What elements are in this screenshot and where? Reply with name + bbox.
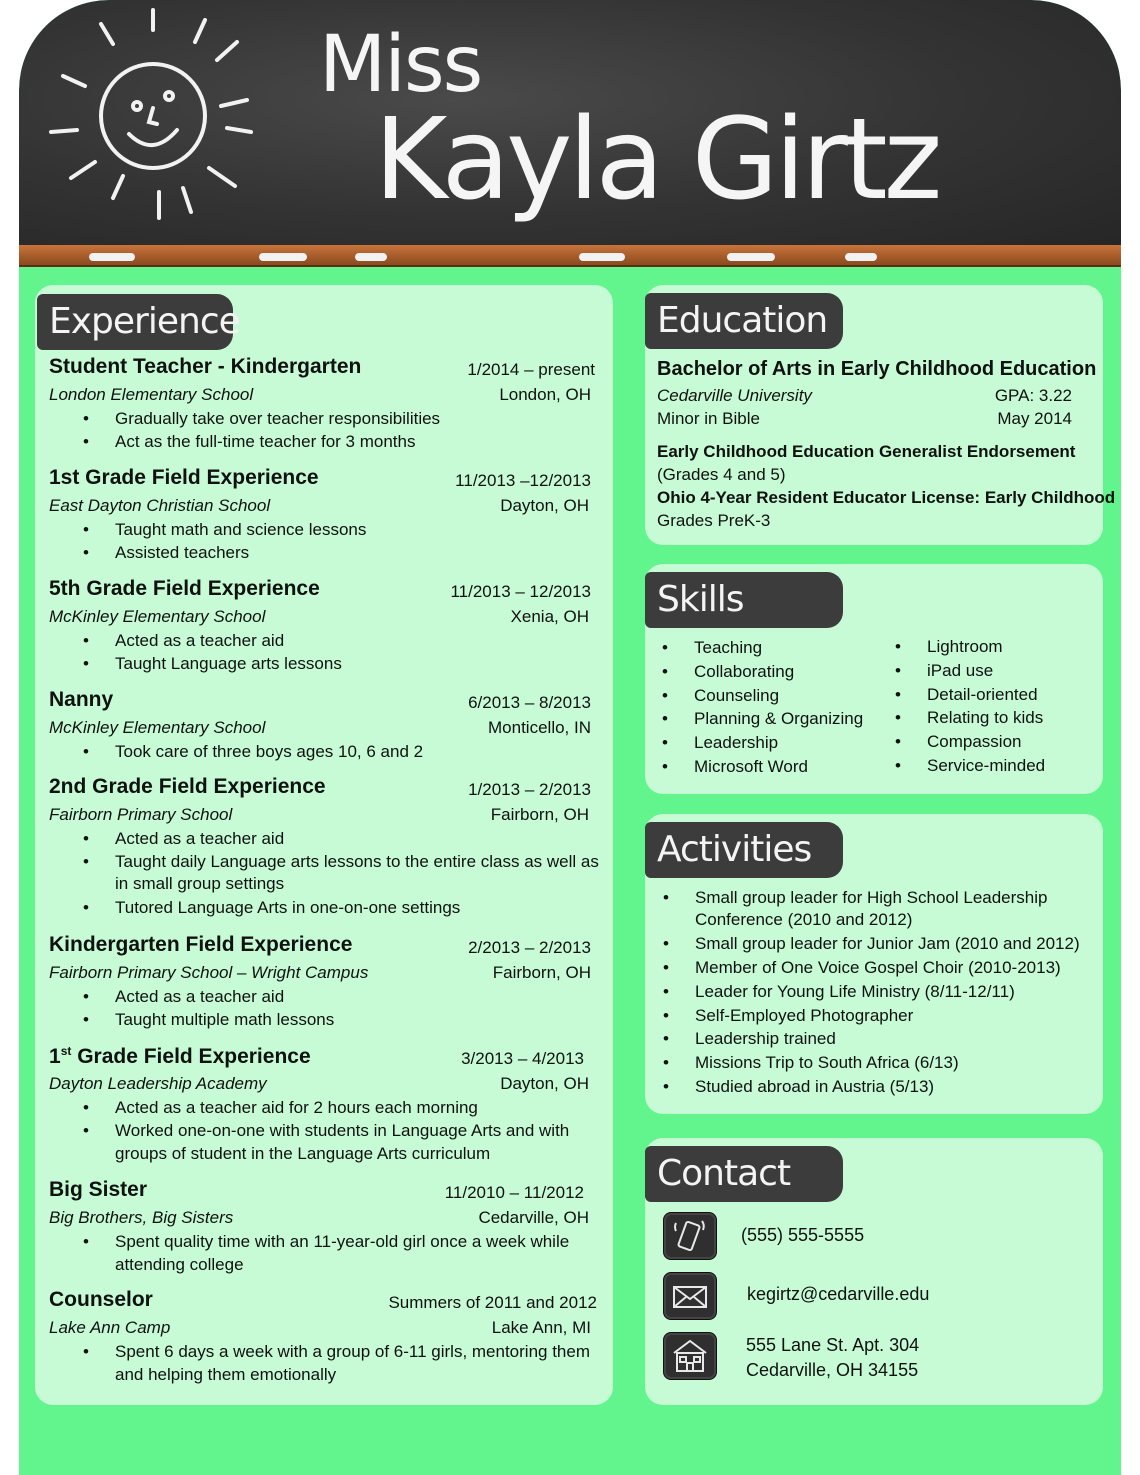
activity-item: Conference (2010 and 2012) [695,910,913,929]
job-bullet: • Gradually take over teacher responsibilities [115,409,440,429]
job-date: Summers of 2011 and 2012 [388,1293,597,1312]
job-bullet: • Taught math and science lessons [115,520,366,540]
edu-school: Cedarville University [657,386,812,405]
job-date: 1/2013 – 2/2013 [468,780,591,799]
job-date: 11/2013 – 12/2013 [450,582,591,601]
chalk-piece [355,253,387,261]
job-location: Dayton, OH [500,496,589,515]
chalk-piece [259,253,307,261]
skill-item: • Compassion [927,732,1022,752]
job-organization: Dayton Leadership Academy [49,1074,267,1093]
skill-item: • Microsoft Word [694,757,808,777]
job-location: Xenia, OH [510,607,589,626]
chalk-piece [845,253,877,261]
edu-license-grades: Grades PreK-3 [657,511,771,530]
activity-item: • Small group leader for Junior Jam (2010 and 2012) [695,934,1080,954]
job-title: Kindergarten Field Experience [49,933,353,956]
chalk-piece [727,253,775,261]
chalk-tray [19,245,1121,267]
job-organization: East Dayton Christian School [49,496,271,515]
job-bullet: • Act as the full-time teacher for 3 months [115,432,415,452]
edu-license: Ohio 4-Year Resident Educator License: Early Childhood [657,488,1116,507]
job-date: 6/2013 – 8/2013 [468,693,591,712]
job-bullet: attending college [115,1255,244,1274]
job-organization: London Elementary School [49,385,254,404]
skill-item: • Service-minded [927,756,1045,776]
job-date: 3/2013 – 4/2013 [461,1049,584,1068]
job-organization: Lake Ann Camp [49,1318,171,1337]
job-bullet: • Taught daily Language arts lessons to the entire class as well as [115,852,599,872]
activity-item: • Leader for Young Life Ministry (8/11-12/11) [695,982,1015,1002]
job-bullet: • Assisted teachers [115,543,249,563]
activity-item: • Studied abroad in Austria (5/13) [695,1077,934,1097]
job-date: 1/2014 – present [467,360,595,379]
job-location: Dayton, OH [500,1074,589,1093]
job-date: 2/2013 – 2/2013 [468,938,591,957]
activity-item: • Leadership trained [695,1029,836,1049]
skill-item: • Leadership [694,733,778,753]
activities-heading: Activities [645,822,843,878]
activity-item: • Small group leader for High School Leadership [695,888,1047,908]
skill-item: • Detail-oriented [927,685,1038,705]
contact-phone: (555) 555-5555 [741,1225,865,1245]
job-organization: McKinley Elementary School [49,607,266,626]
job-location: Lake Ann, MI [491,1318,591,1337]
job-bullet: and helping them emotionally [115,1365,337,1384]
house-icon [663,1332,717,1380]
contact-address-line2: Cedarville, OH 34155 [746,1360,919,1380]
job-bullet: • Acted as a teacher aid [115,631,284,651]
skill-item: • Lightroom [927,637,1003,657]
job-bullet: • Acted as a teacher aid [115,987,284,1007]
job-title: Student Teacher - Kindergarten [49,355,362,378]
job-title: 1st Grade Field Experience [49,1044,311,1068]
header-title-name: Kayla Girtz [374,95,939,225]
sun-drawing-icon [41,2,281,232]
job-title: Counselor [49,1288,153,1311]
job-location: Fairborn, OH [490,805,589,824]
job-bullet: • Acted as a teacher aid [115,829,284,849]
job-organization: Fairborn Primary School [49,805,233,824]
job-bullet: • Taught multiple math lessons [115,1010,334,1030]
job-bullet: • Took care of three boys ages 10, 6 and 2 [115,742,423,762]
job-organization: McKinley Elementary School [49,718,266,737]
job-title: 1st Grade Field Experience [49,466,319,489]
job-date: 11/2010 – 11/2012 [444,1183,584,1202]
job-title: Nanny [49,688,114,711]
job-title: 2nd Grade Field Experience [49,775,326,798]
job-bullet: • Worked one-on-one with students in Language Arts and with [115,1121,569,1141]
contact-email: kegirtz@cedarville.edu [747,1284,930,1304]
header-title-miss: Miss [319,20,482,110]
job-bullet: in small group settings [115,874,285,893]
job-organization: Big Brothers, Big Sisters [49,1208,234,1227]
job-location: Monticello, IN [488,718,591,737]
activity-item: • Missions Trip to South Africa (6/13) [695,1053,959,1073]
job-bullet: • Spent quality time with an 11-year-old girl once a week while [115,1232,569,1252]
edu-degree: Bachelor of Arts in Early Childhood Education [657,358,1097,380]
skill-item: • Counseling [694,686,779,706]
edu-grad-date: May 2014 [997,409,1072,428]
chalk-piece [579,253,625,261]
contact-address-line1: 555 Lane St. Apt. 304 [746,1335,920,1355]
envelope-icon [663,1272,717,1320]
job-bullet: • Tutored Language Arts in one-on-one settings [115,898,460,918]
job-bullet: • Taught Language arts lessons [115,654,342,674]
chalk-piece [89,253,135,261]
job-location: Cedarville, OH [478,1208,589,1227]
skill-item: • Relating to kids [927,708,1043,728]
job-bullet: • Spent 6 days a week with a group of 6-11 girls, mentoring them [115,1342,590,1362]
experience-heading: Experience [37,294,233,350]
job-title: 5th Grade Field Experience [49,577,320,600]
job-bullet: • Acted as a teacher aid for 2 hours each morning [115,1098,478,1118]
edu-endorsement-grades: (Grades 4 and 5) [657,465,786,484]
edu-gpa: GPA: 3.22 [994,386,1072,405]
resume-page [19,0,1121,1475]
activity-item: • Member of One Voice Gospel Choir (2010-2013) [695,958,1061,978]
edu-minor: Minor in Bible [657,409,760,428]
job-bullet: groups of student in the Language Arts curriculum [115,1144,491,1163]
skill-item: • iPad use [927,661,993,681]
job-location: Fairborn, OH [492,963,591,982]
job-title: Big Sister [49,1178,148,1201]
job-location: London, OH [499,385,591,404]
activity-item: • Self-Employed Photographer [695,1006,913,1026]
skills-heading: Skills [645,572,843,628]
education-heading: Education [645,293,843,349]
edu-endorsement: Early Childhood Education Generalist Endorsement [657,442,1076,461]
phone-icon [663,1212,717,1260]
skill-item: • Collaborating [694,662,794,682]
job-date: 11/2013 –12/2013 [455,471,591,490]
skill-item: • Planning & Organizing [694,709,863,729]
contact-heading: Contact [645,1146,843,1202]
skill-item: • Teaching [694,638,762,658]
job-organization: Fairborn Primary School – Wright Campus [49,963,369,982]
